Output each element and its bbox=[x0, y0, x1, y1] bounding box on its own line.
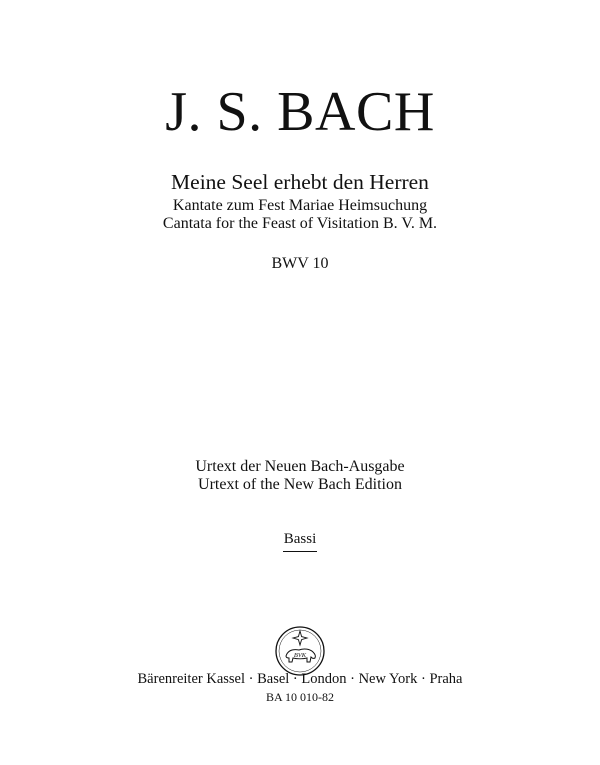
baerenreiter-bear-logo-icon bbox=[273, 624, 327, 678]
logo-lettering: BVK bbox=[293, 652, 307, 659]
catalog-number: BWV 10 bbox=[271, 255, 329, 272]
part-underline bbox=[283, 551, 317, 552]
edition-note-german: Urtext der Neuen Bach-Ausgabe bbox=[195, 458, 405, 475]
work-title: Meine Seel erhebt den Herren bbox=[171, 170, 429, 194]
part-name: Bassi bbox=[283, 531, 317, 547]
order-number: BA 10 010-82 bbox=[265, 690, 334, 704]
edition-note-english: Urtext of the New Bach Edition bbox=[198, 476, 402, 493]
work-subtitle-english: Cantata for the Feast of Visitation B. V. M. bbox=[162, 215, 438, 232]
work-subtitle-german: Kantate zum Fest Mariae Heimsuchung bbox=[172, 197, 428, 214]
publisher-imprint: Bärenreiter Kassel · Basel · London · New York · Praha bbox=[137, 671, 463, 687]
composer-name: J. S. BACH bbox=[165, 81, 435, 143]
